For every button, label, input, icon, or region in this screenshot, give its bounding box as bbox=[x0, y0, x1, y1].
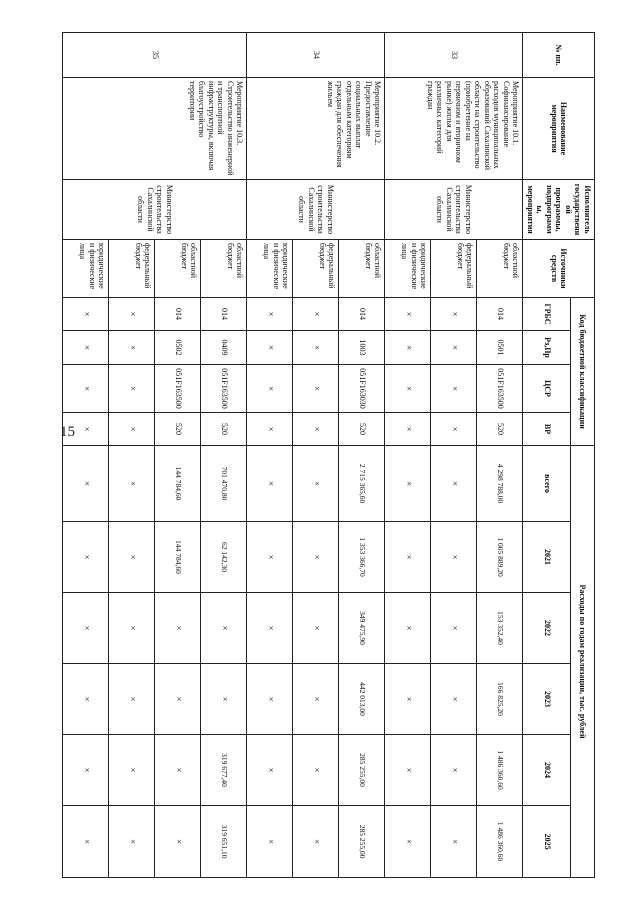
year-2023-cell: × bbox=[155, 664, 201, 735]
grbs-cell: × bbox=[431, 298, 477, 331]
grbs-cell: × bbox=[385, 298, 431, 331]
header-vr: ВР bbox=[523, 413, 571, 446]
year-2022-cell: × bbox=[63, 593, 109, 664]
vr-cell: × bbox=[431, 413, 477, 446]
header-budget-group: Код бюджетной классификации bbox=[571, 298, 595, 446]
year-2024-cell: 1 486 360,60 bbox=[477, 735, 523, 806]
total-cell: 144 784,60 bbox=[155, 446, 201, 522]
funding-source: федеральный бюджет bbox=[431, 240, 477, 298]
header-year-2022: 2022 bbox=[523, 593, 571, 664]
year-2023-cell: × bbox=[431, 664, 477, 735]
year-2021-cell: 62 142,30 bbox=[201, 522, 247, 593]
year-2021-cell: × bbox=[431, 522, 477, 593]
header-year-2023: 2023 bbox=[523, 664, 571, 735]
rzpr-cell: 1003 bbox=[339, 331, 385, 365]
header-rzpr: Рз,Пр bbox=[523, 331, 571, 365]
table-row bbox=[477, 33, 523, 878]
year-2022-cell: × bbox=[109, 593, 155, 664]
total-cell: 4 298 788,00 bbox=[477, 446, 523, 522]
row-number: 34 bbox=[247, 33, 385, 78]
year-2024-cell: × bbox=[431, 735, 477, 806]
vr-cell: 520 bbox=[477, 413, 523, 446]
grbs-cell: × bbox=[109, 298, 155, 331]
funding-source: федеральный бюджет bbox=[293, 240, 339, 298]
funding-source: юридические и физические лица bbox=[385, 240, 431, 298]
csr-cell: 051F163500 bbox=[201, 365, 247, 413]
rzpr-cell: × bbox=[247, 331, 293, 365]
year-2022-cell: 153 352,40 bbox=[477, 593, 523, 664]
total-cell: × bbox=[247, 446, 293, 522]
year-2022-cell: × bbox=[431, 593, 477, 664]
header-total: всего bbox=[523, 446, 571, 522]
grbs-cell: 014 bbox=[339, 298, 385, 331]
csr-cell: × bbox=[63, 365, 109, 413]
year-2022-cell: × bbox=[247, 593, 293, 664]
total-cell: 2 715 365,60 bbox=[339, 446, 385, 522]
year-2025-cell: 319 651,10 bbox=[201, 806, 247, 878]
grbs-cell: × bbox=[247, 298, 293, 331]
year-2021-cell: × bbox=[385, 522, 431, 593]
year-2025-cell: × bbox=[155, 806, 201, 878]
year-2022-cell: × bbox=[201, 593, 247, 664]
funding-source: областной бюджет bbox=[155, 240, 201, 298]
funding-source: федеральный бюджет bbox=[109, 240, 155, 298]
year-2025-cell: × bbox=[63, 806, 109, 878]
year-2023-cell: × bbox=[63, 664, 109, 735]
grbs-cell: × bbox=[293, 298, 339, 331]
csr-cell: 051F163500 bbox=[477, 365, 523, 413]
year-2022-cell: × bbox=[293, 593, 339, 664]
rzpr-cell: 0409 bbox=[201, 331, 247, 365]
vr-cell: 520 bbox=[155, 413, 201, 446]
grbs-cell: 014 bbox=[155, 298, 201, 331]
funding-source: юридические и физические лица bbox=[247, 240, 293, 298]
year-2025-cell: 285 255,00 bbox=[339, 806, 385, 878]
rzpr-cell: × bbox=[385, 331, 431, 365]
header-name: Наименование мероприятия bbox=[523, 78, 595, 180]
total-cell: × bbox=[63, 446, 109, 522]
year-2021-cell: × bbox=[63, 522, 109, 593]
year-2021-cell: × bbox=[109, 522, 155, 593]
year-2024-cell: × bbox=[293, 735, 339, 806]
year-2023-cell: × bbox=[109, 664, 155, 735]
grbs-cell: 014 bbox=[201, 298, 247, 331]
year-2024-cell: × bbox=[155, 735, 201, 806]
year-2023-cell: 166 825,20 bbox=[477, 664, 523, 735]
year-2022-cell: × bbox=[155, 593, 201, 664]
csr-cell: 051F163500 bbox=[155, 365, 201, 413]
year-2022-cell: 349 475,90 bbox=[339, 593, 385, 664]
table-row bbox=[201, 33, 247, 878]
csr-cell: × bbox=[385, 365, 431, 413]
year-2024-cell: 319 677,40 bbox=[201, 735, 247, 806]
funding-source: областной бюджет bbox=[477, 240, 523, 298]
year-2025-cell: × bbox=[431, 806, 477, 878]
total-cell: 701 470,80 bbox=[201, 446, 247, 522]
executor: Министерство строительства Сахалинской области bbox=[247, 180, 385, 240]
year-2025-cell: × bbox=[293, 806, 339, 878]
row-number: 35 bbox=[63, 33, 247, 78]
total-cell: × bbox=[109, 446, 155, 522]
year-2025-cell: 1 486 360,60 bbox=[477, 806, 523, 878]
page-number: 15 bbox=[60, 424, 75, 440]
year-2023-cell: × bbox=[247, 664, 293, 735]
header-year-2024: 2024 bbox=[523, 735, 571, 806]
year-2024-cell: × bbox=[63, 735, 109, 806]
csr-cell: 051F163030 bbox=[339, 365, 385, 413]
year-2023-cell: × bbox=[201, 664, 247, 735]
executor: Министерство строительства Сахалинской области bbox=[63, 180, 247, 240]
csr-cell: × bbox=[431, 365, 477, 413]
year-2021-cell: 1 005 889,20 bbox=[477, 522, 523, 593]
total-cell: × bbox=[431, 446, 477, 522]
header-csr: ЦСР bbox=[523, 365, 571, 413]
year-2021-cell: 144 784,60 bbox=[155, 522, 201, 593]
row-number: 33 bbox=[385, 33, 523, 78]
rzpr-cell: × bbox=[431, 331, 477, 365]
year-2025-cell: × bbox=[247, 806, 293, 878]
year-2023-cell: × bbox=[293, 664, 339, 735]
rzpr-cell: 0502 bbox=[155, 331, 201, 365]
year-2024-cell: 285 255,00 bbox=[339, 735, 385, 806]
year-2021-cell: × bbox=[247, 522, 293, 593]
header-grbs: ГРБС bbox=[523, 298, 571, 331]
vr-cell: 520 bbox=[201, 413, 247, 446]
total-cell: × bbox=[293, 446, 339, 522]
rzpr-cell: × bbox=[109, 331, 155, 365]
grbs-cell: 014 bbox=[477, 298, 523, 331]
activity-name: Мероприятие 10.1. Софинансирование расходов муниципальных образований Сахалинской области на строительство (приобретение на первичном и вторичном рынке) жилья для различных категорий граждан bbox=[385, 78, 523, 180]
funding-source: областной бюджет bbox=[339, 240, 385, 298]
funding-source: областной бюджет bbox=[201, 240, 247, 298]
vr-cell: × bbox=[247, 413, 293, 446]
rotated-table-container bbox=[78, 32, 595, 877]
header-expenses-group: Расходы по годам реализации, тыс. рублей bbox=[571, 446, 595, 878]
vr-cell: × bbox=[385, 413, 431, 446]
funding-source: юридические и физические лица bbox=[63, 240, 109, 298]
table-row bbox=[339, 33, 385, 878]
total-cell: × bbox=[385, 446, 431, 522]
vr-cell: × bbox=[293, 413, 339, 446]
rzpr-cell: 0501 bbox=[477, 331, 523, 365]
csr-cell: × bbox=[293, 365, 339, 413]
year-2023-cell: 442 013,00 bbox=[339, 664, 385, 735]
header-year-2021: 2021 bbox=[523, 522, 571, 593]
year-2023-cell: × bbox=[385, 664, 431, 735]
activity-name: Мероприятие 10.2. Предоставление социальных выплат отдельным категориям граждан для обеспечения жильем bbox=[247, 78, 385, 180]
header-num: № пп. bbox=[523, 33, 595, 78]
year-2024-cell: × bbox=[247, 735, 293, 806]
budget-table bbox=[63, 32, 596, 878]
year-2024-cell: × bbox=[385, 735, 431, 806]
executor: Министерство строительства Сахалинской области bbox=[385, 180, 523, 240]
header-executor: Исполнитель государственной программы, подпрограммы, мероприятия bbox=[523, 180, 595, 240]
year-2022-cell: × bbox=[385, 593, 431, 664]
activity-name: Мероприятие 10.3. Строительство инженерной и транспортной инфраструктуры, включая благоустройство территории bbox=[63, 78, 247, 180]
vr-cell: × bbox=[63, 413, 109, 446]
year-2024-cell: × bbox=[109, 735, 155, 806]
year-2021-cell: × bbox=[293, 522, 339, 593]
header-source: Источники средств bbox=[523, 240, 595, 298]
rzpr-cell: × bbox=[63, 331, 109, 365]
vr-cell: 520 bbox=[339, 413, 385, 446]
rzpr-cell: × bbox=[293, 331, 339, 365]
year-2025-cell: × bbox=[385, 806, 431, 878]
grbs-cell: × bbox=[63, 298, 109, 331]
vr-cell: × bbox=[109, 413, 155, 446]
csr-cell: × bbox=[247, 365, 293, 413]
year-2025-cell: × bbox=[109, 806, 155, 878]
year-2021-cell: 1 353 366,70 bbox=[339, 522, 385, 593]
csr-cell: × bbox=[109, 365, 155, 413]
header-year-2025: 2025 bbox=[523, 806, 571, 878]
